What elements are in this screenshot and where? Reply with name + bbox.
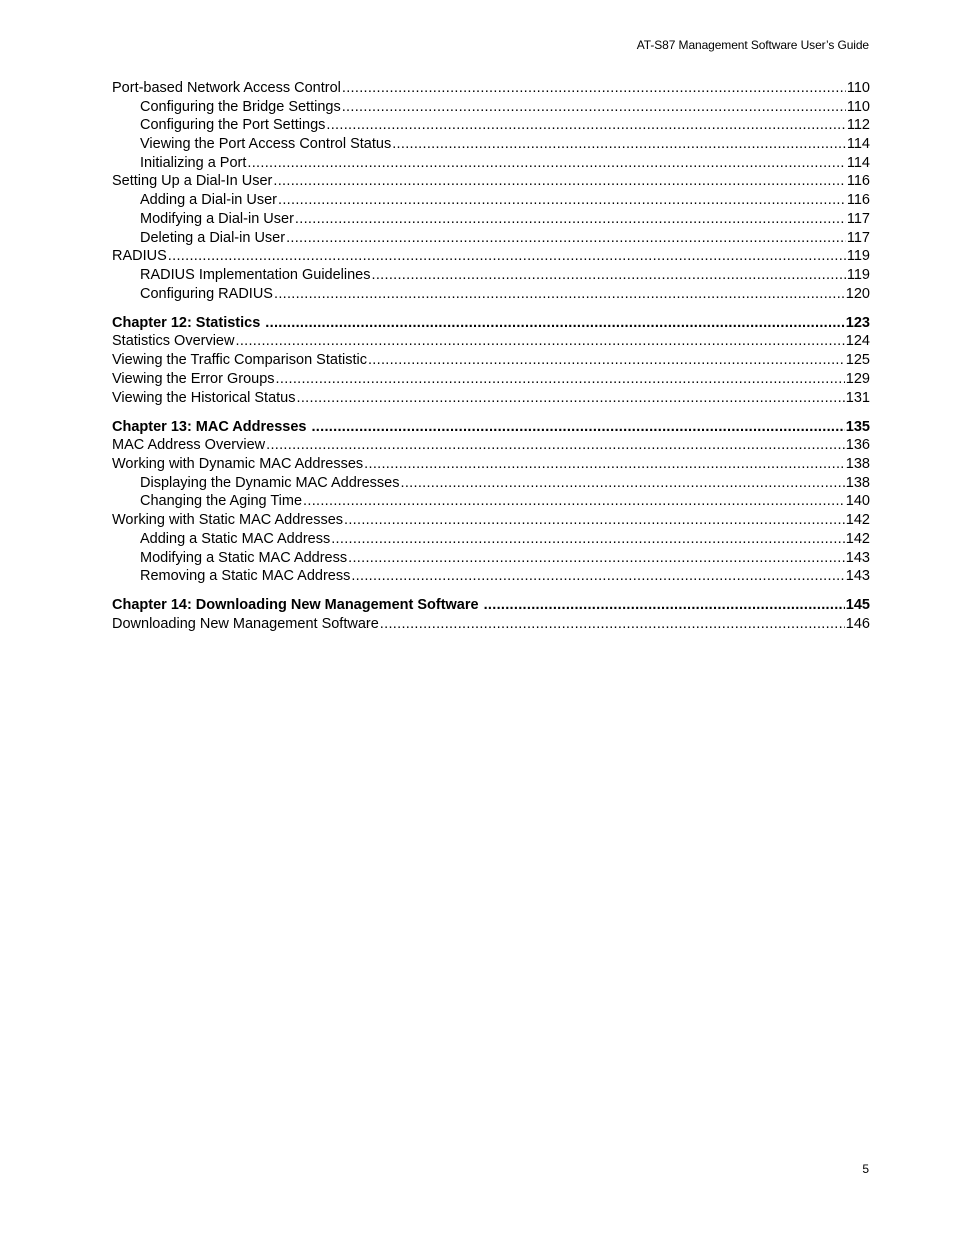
toc-entry[interactable] <box>112 247 870 266</box>
toc-entry-title: Configuring the Bridge Settings <box>140 98 341 115</box>
page-number: 5 <box>862 1162 869 1176</box>
dot-leader <box>266 436 845 455</box>
toc-entry-page: 135 <box>845 418 870 435</box>
toc-entry-title: Adding a Static MAC Address <box>140 530 331 547</box>
toc-entry[interactable] <box>112 191 870 210</box>
dot-leader <box>372 266 846 285</box>
toc-entry-page: 129 <box>845 370 870 387</box>
toc-entry-title: Working with Static MAC Addresses <box>112 512 344 529</box>
toc-entry-title: Viewing the Historical Status <box>112 389 296 406</box>
chapter-spacer <box>112 407 870 418</box>
toc-entry-page: 142 <box>845 530 870 547</box>
toc-entry-title: Modifying a Static MAC Address <box>140 549 348 566</box>
toc-entry-title: Deleting a Dial-in User <box>140 229 286 246</box>
chapter-spacer <box>112 586 870 597</box>
dot-leader <box>484 596 845 615</box>
toc-entry-page: 123 <box>845 314 870 331</box>
toc-entry-title: Port-based Network Access Control <box>112 80 341 96</box>
toc-entry-page: 119 <box>846 266 870 283</box>
toc-entry-page: 116 <box>846 173 870 190</box>
toc-chapter-entry[interactable] <box>112 418 870 437</box>
toc-entry-page: 138 <box>845 474 870 491</box>
dot-leader <box>247 154 845 173</box>
toc-entry-page: 143 <box>845 568 870 585</box>
toc-entry-page: 110 <box>846 80 870 96</box>
toc-entry[interactable] <box>112 210 870 229</box>
toc-entry[interactable] <box>112 266 870 285</box>
dot-leader <box>364 455 845 474</box>
toc-entry[interactable] <box>112 116 870 135</box>
toc-entry[interactable] <box>112 285 870 304</box>
dot-leader <box>380 615 845 634</box>
dot-leader <box>265 314 845 333</box>
toc-entry-page: 114 <box>846 154 870 171</box>
toc-entry[interactable] <box>112 351 870 370</box>
toc-entry[interactable] <box>112 332 870 351</box>
toc-entry-title: Displaying the Dynamic MAC Addresses <box>140 474 400 491</box>
toc-entry[interactable] <box>112 549 870 568</box>
toc-entry-page: 117 <box>846 229 870 246</box>
dot-leader <box>168 247 846 266</box>
toc-entry[interactable] <box>112 436 870 455</box>
toc-entry-title: Viewing the Error Groups <box>112 370 275 387</box>
dot-leader <box>276 370 845 389</box>
dot-leader <box>368 351 845 370</box>
toc-entry[interactable] <box>112 530 870 549</box>
toc-entry-page: 138 <box>845 456 870 473</box>
chapter-spacer <box>112 303 870 314</box>
dot-leader <box>331 530 845 549</box>
dot-leader <box>303 492 845 511</box>
toc-entry-title: Modifying a Dial-in User <box>140 210 294 227</box>
toc-entry-title: MAC Address Overview <box>112 437 266 454</box>
toc-entry[interactable] <box>112 79 870 98</box>
running-header: AT-S87 Management Software User’s Guide <box>636 38 869 52</box>
toc-entry-title: Adding a Dial-in User <box>140 192 278 209</box>
dot-leader <box>344 511 845 530</box>
toc-entry-page: 114 <box>846 136 870 153</box>
toc-entry-page: 145 <box>845 597 870 614</box>
dot-leader <box>351 567 844 586</box>
toc-entry[interactable] <box>112 511 870 530</box>
toc-entry[interactable] <box>112 492 870 511</box>
dot-leader <box>235 332 844 351</box>
toc-entry-title: RADIUS <box>112 248 167 265</box>
dot-leader <box>392 135 846 154</box>
toc-entry-page: 117 <box>846 210 870 227</box>
toc-entry-page: 119 <box>846 248 870 265</box>
toc-entry[interactable] <box>112 229 870 248</box>
toc-entry-title: Removing a Static MAC Address <box>140 568 351 585</box>
toc-entry[interactable] <box>112 615 870 634</box>
toc-entry-title: Chapter 13: MAC Addresses <box>112 418 307 435</box>
dot-leader <box>278 191 846 210</box>
toc-entry-page: 143 <box>845 549 870 566</box>
toc-entry-page: 131 <box>845 389 870 406</box>
dot-leader <box>348 549 845 568</box>
toc-entry-title: Changing the Aging Time <box>140 493 303 510</box>
toc-entry[interactable] <box>112 389 870 408</box>
toc-entry-title: Configuring the Port Settings <box>140 117 326 134</box>
dot-leader <box>297 389 845 408</box>
toc-entry-title: Statistics Overview <box>112 333 235 350</box>
toc-entry[interactable] <box>112 370 870 389</box>
toc-entry-page: 125 <box>845 352 870 369</box>
dot-leader <box>342 79 846 98</box>
toc-entry[interactable] <box>112 98 870 117</box>
toc-entry-page: 110 <box>846 98 870 115</box>
toc-entry[interactable] <box>112 567 870 586</box>
toc-entry-title: Downloading New Management Software <box>112 616 379 633</box>
toc-entry-title: Initializing a Port <box>140 154 247 171</box>
dot-leader <box>273 172 846 191</box>
toc-chapter-entry[interactable] <box>112 314 870 333</box>
toc-entry-title: RADIUS Implementation Guidelines <box>140 266 371 283</box>
toc-entry[interactable] <box>112 172 870 191</box>
dot-leader <box>326 116 845 135</box>
toc-entry[interactable] <box>112 135 870 154</box>
dot-leader <box>295 210 846 229</box>
dot-leader <box>342 98 846 117</box>
dot-leader <box>286 229 846 248</box>
toc-entry-page: 120 <box>845 285 870 302</box>
toc-entry-title: Working with Dynamic MAC Addresses <box>112 456 364 473</box>
toc-entry-page: 112 <box>846 117 870 134</box>
dot-leader <box>311 418 844 437</box>
toc-entry[interactable] <box>112 154 870 173</box>
toc-entry-title: Configuring RADIUS <box>140 285 273 302</box>
toc-entry-page: 146 <box>845 616 870 633</box>
toc-entry-page: 136 <box>845 437 870 454</box>
toc-entry-title: Chapter 14: Downloading New Management Software <box>112 597 479 614</box>
dot-leader <box>401 474 845 493</box>
toc-entry[interactable] <box>112 474 870 493</box>
toc-entry-title: Viewing the Traffic Comparison Statistic <box>112 352 367 369</box>
toc-entry-page: 140 <box>845 493 870 510</box>
toc-chapter-entry[interactable] <box>112 596 870 615</box>
toc-entry-page: 116 <box>846 192 870 209</box>
toc-entry-title: Chapter 12: Statistics <box>112 314 261 331</box>
toc-entry-title: Setting Up a Dial-In User <box>112 173 273 190</box>
table-of-contents <box>112 79 870 634</box>
toc-entry-page: 124 <box>845 333 870 350</box>
toc-entry-page: 142 <box>845 512 870 529</box>
dot-leader <box>274 285 845 304</box>
toc-entry-title: Viewing the Port Access Control Status <box>140 136 392 153</box>
toc-entry[interactable] <box>112 455 870 474</box>
